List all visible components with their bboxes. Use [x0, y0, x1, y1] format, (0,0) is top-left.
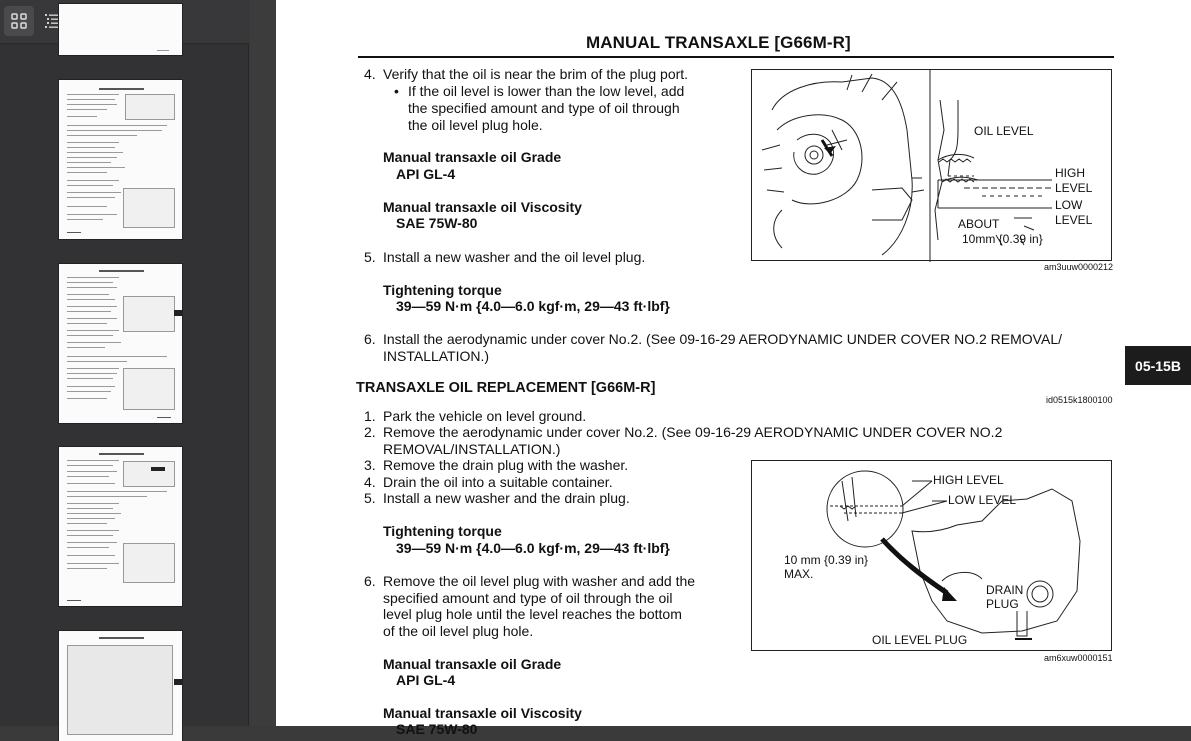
page-thumbnail[interactable]: [59, 447, 182, 606]
page-thumbnail[interactable]: [59, 264, 182, 423]
spec-label: Manual transaxle oil Viscosity: [383, 705, 582, 721]
thumbnail-sidebar: [0, 0, 249, 726]
torque-value: 39—59 N·m {4.0—6.0 kgf·m, 29—43 ft·lbf}: [396, 540, 670, 556]
spec-value: SAE 75W-80: [396, 215, 478, 231]
bullet-icon: •: [394, 83, 399, 99]
low-level-label: LEVEL: [1055, 213, 1093, 227]
max-label: MAX.: [784, 567, 814, 581]
max-value-label: 10 mm {0.39 in}: [784, 553, 869, 567]
spec-label: Manual transaxle oil Viscosity: [383, 199, 582, 215]
step-text: INSTALLATION.): [383, 348, 490, 364]
page-thumbnail[interactable]: [59, 80, 182, 239]
thumbnail-list[interactable]: [0, 44, 249, 726]
spec-label: Manual transaxle oil Grade: [383, 149, 562, 165]
about-value: 10mm {0.39 in}: [962, 232, 1043, 246]
step-number: 5.: [364, 490, 376, 506]
low-level-label: LOW LEVEL: [948, 493, 1017, 507]
drain-plug-label: PLUG: [986, 597, 1019, 611]
page-thumbnail[interactable]: [59, 4, 182, 55]
figure-code: am6xuw0000151: [1044, 653, 1113, 663]
bullet-text: the specified amount and type of oil through: [408, 100, 680, 116]
torque-value: 39—59 N·m {4.0—6.0 kgf·m, 29—43 ft·lbf}: [396, 298, 670, 314]
step-text: Remove the aerodynamic under cover No.2. (See 09-16-29 AERODYNAMIC UNDER COVER NO.2: [383, 424, 1003, 440]
drain-plug-figure: [751, 460, 1112, 651]
section-title: TRANSAXLE OIL REPLACEMENT [G66M-R]: [356, 380, 656, 396]
step-number: 6.: [364, 573, 376, 589]
step-number: 4.: [364, 66, 376, 82]
torque-label: Tightening torque: [383, 523, 502, 539]
oil-level-figure: [751, 69, 1112, 261]
canvas-gutter: [250, 0, 276, 726]
high-level-label: LEVEL: [1055, 181, 1093, 195]
step-number: 6.: [364, 331, 376, 347]
bullet-text: the oil level plug hole.: [408, 117, 543, 133]
spec-value: API GL-4: [396, 672, 456, 688]
high-level-label: HIGH LEVEL: [933, 473, 1004, 487]
page-title: MANUAL TRANSAXLE [G66M-R]: [586, 33, 851, 52]
step-text: Remove the oil level plug with washer and add the: [383, 573, 696, 589]
step-text: level plug hole until the level reaches the bottom: [383, 606, 682, 622]
thumbnails-button[interactable]: [4, 6, 34, 36]
section-id: id0515k1800100: [1046, 395, 1113, 405]
step-number: 2.: [364, 424, 376, 440]
step-text: Install the aerodynamic under cover No.2. (See 09-16-29 AERODYNAMIC UNDER COVER NO.2 REMOVAL/: [383, 331, 1062, 347]
document-page: [276, 0, 1191, 737]
step-number: 5.: [364, 249, 376, 265]
oil-level-label: OIL LEVEL: [974, 124, 1034, 138]
figure-code: am3uuw0000212: [1044, 262, 1114, 272]
spec-label: Manual transaxle oil Grade: [383, 656, 562, 672]
step-text: Install a new washer and the oil level plug.: [383, 249, 646, 265]
spec-value: API GL-4: [396, 166, 456, 182]
page-thumbnail[interactable]: [59, 631, 182, 741]
bullet-text: If the oil level is lower than the low level, add: [408, 83, 685, 99]
step-number: 1.: [364, 408, 376, 424]
step-text: of the oil level plug hole.: [383, 623, 534, 639]
high-level-label: HIGH: [1055, 166, 1085, 180]
thumbnails-icon: [10, 12, 28, 30]
title-divider: [358, 56, 1114, 58]
step-text: specified amount and type of oil through the oil: [383, 590, 673, 606]
step-text: Verify that the oil is near the brim of the plug port.: [383, 66, 689, 82]
low-level-label: LOW: [1055, 198, 1083, 212]
step-text: Install a new washer and the drain plug.: [383, 490, 630, 506]
torque-label: Tightening torque: [383, 282, 502, 298]
drain-plug-label: DRAIN: [986, 583, 1024, 597]
step-text: Park the vehicle on level ground.: [383, 408, 587, 424]
oil-level-plug-label: OIL LEVEL PLUG: [872, 633, 968, 647]
spec-value: SAE 75W-80: [396, 721, 478, 737]
step-text: Remove the drain plug with the washer.: [383, 457, 629, 473]
step-text: REMOVAL/INSTALLATION.): [383, 441, 561, 457]
step-number: 4.: [364, 474, 376, 490]
step-text: Drain the oil into a suitable container.: [383, 474, 613, 490]
about-label: ABOUT: [958, 217, 1000, 231]
section-tab: 05-15B: [1125, 346, 1191, 385]
step-number: 3.: [364, 457, 376, 473]
